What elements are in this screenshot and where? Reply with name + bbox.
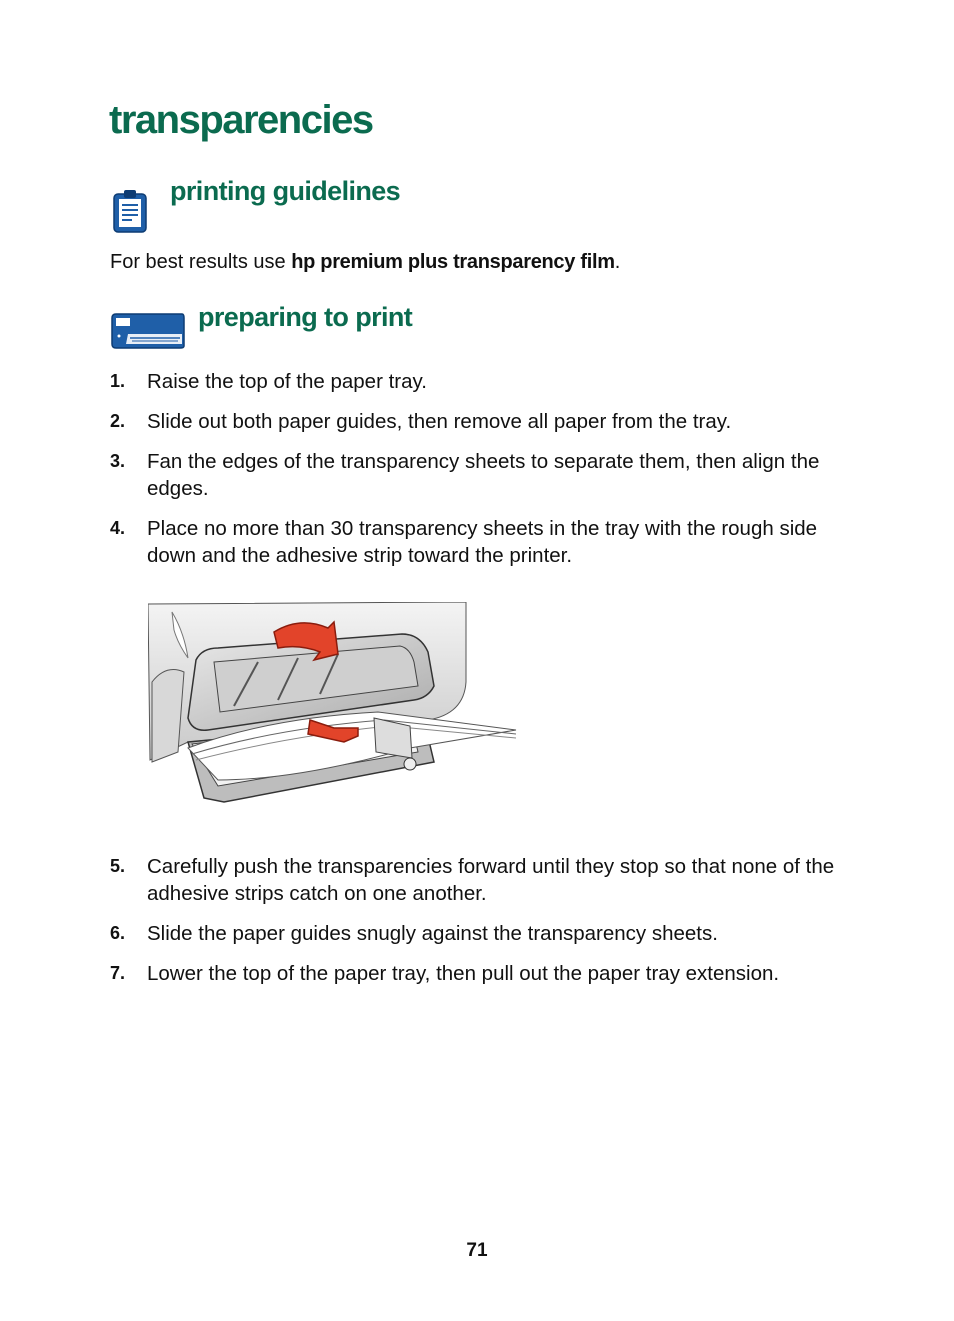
step-text: Fan the edges of the transparency sheets to separate them, then align the edges. [147,450,820,500]
step-item [110,448,850,502]
guidelines-intro [110,249,620,275]
step-number: 1. [110,371,126,391]
step-item [110,368,850,395]
step-text: Place no more than 30 transparency sheets in the tray with the rough side down and the adhesive strip toward the printer. [147,517,818,567]
step-item [110,920,850,947]
step-number: 6. [110,923,126,943]
step-item [110,515,850,569]
step-number: 2. [110,411,126,431]
clipboard-icon [112,188,148,234]
step-number: 7. [110,963,126,983]
steps-list-part-1 [110,368,850,582]
page-number: 71 [466,1240,488,1261]
step-number: 5. [110,856,126,876]
step-item [110,408,850,435]
printer-icon [110,312,186,350]
steps-list-part-2 [110,853,850,1000]
product-name: hp premium plus transparency film [291,251,615,273]
paper-tray-illustration [148,602,520,807]
printing-guidelines-heading: printing guidelines [170,176,401,206]
intro-suffix: . [614,251,621,273]
step-text: Lower the top of the paper tray, then pull out the paper tray extension. [147,962,780,985]
intro-prefix: For best results use [110,251,292,273]
preparing-to-print-heading: preparing to print [198,302,413,332]
step-number: 4. [110,518,126,538]
step-text: Slide out both paper guides, then remove all paper from the tray. [147,410,732,433]
step-text: Slide the paper guides snugly against the transparency sheets. [147,922,718,945]
step-number: 3. [110,451,126,471]
page-title: transparencies [109,98,373,142]
step-item [110,853,850,907]
step-text: Raise the top of the paper tray. [147,370,427,393]
step-text: Carefully push the transparencies forward until they stop so that none of the adhesive strips catch on one another. [147,855,835,905]
step-item [110,960,850,987]
